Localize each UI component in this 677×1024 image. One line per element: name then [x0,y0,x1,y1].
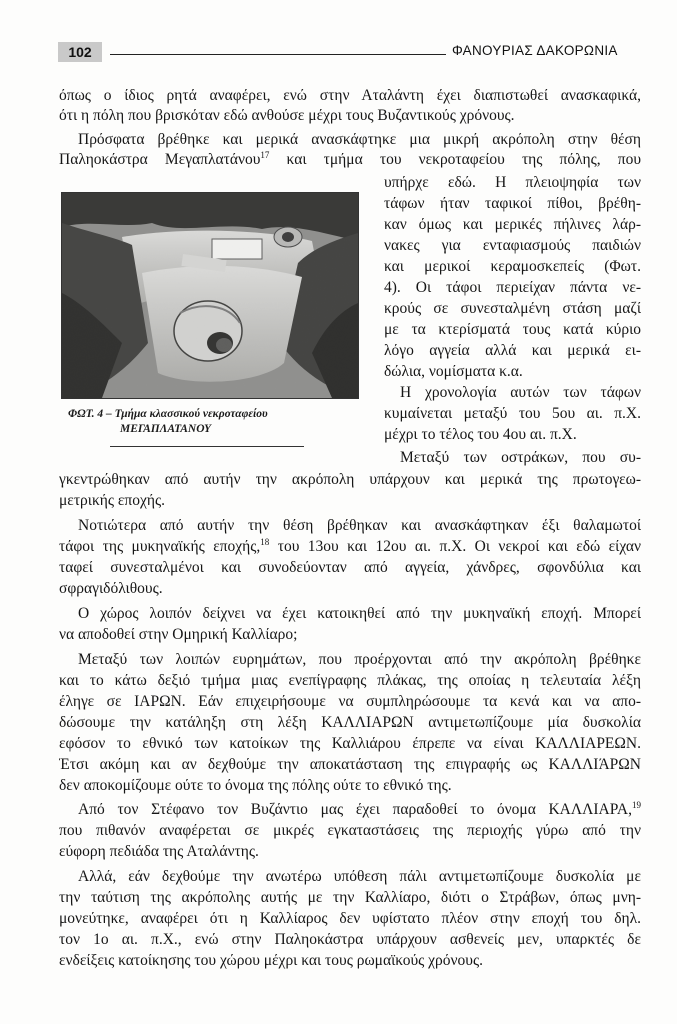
text-line: Μεταξύ των λοιπών ευρημάτων, που προέρχονται από την ακρόπολη βρέθηκε [78,651,641,668]
text-line: Έτσι ακόμη και αν δεχθούμε την αποκατάσταση της επιγραφής ως ΚΑΛΛΙΆΡΩΝ [59,756,641,773]
text-line: μέχρι το τέλος του 4ου αι. π.Χ. [384,426,577,443]
text-line: καν όμως και μερικές πήλινες λάρ- [384,216,641,233]
text-line: Πρόσφατα βρέθηκε και μερικά ανασκάφτηκε μια μικρή ακρόπολη στην θέση [78,131,641,148]
text-line [78,800,641,820]
text-line: δώλια, νομίσματα κ.α. [384,363,523,380]
text-line: όπως ο ίδιος ρητά αναφέρει, ενώ στην Αταλάντη έχει διαπιστωθεί ανασκαφικά, [59,87,641,104]
text-line: δώσουμε την κατάληξη στη λέξη ΚΑΛΛΙΑΡΩΝ αντιμετωπίζουμε μία δυσκολία [59,714,641,731]
text-line: γκεντρώθηκαν από αυτήν την ακρόπολη υπάρχουν και μερικά της πρωτογεω- [59,471,641,488]
text-line: έληγε σε ΙΑΡΩΝ. Εάν επιχειρήσουμε να συμπληρώσουμε τα κενά και να απο- [59,693,641,710]
text-line: υπήρχε εδώ. Η πλειοψηφία των [384,174,641,191]
page-number: 102 [58,42,102,62]
text-line [59,150,641,170]
text-line: λόγο αγγεία αλλά και μερικά ει- [384,342,641,359]
text-fragment: Παληοκάστρα Μεγαπλατάνου [59,151,261,168]
text-line: και μερικοί κεραμοσκεπείς (Φωτ. [384,258,641,275]
header-rule [110,54,446,55]
text-line: κυμαίνεται μεταξύ του 5ου αι. π.Χ. [384,405,641,422]
text-line: δεν αποκομίζουμε ούτε το όνομα της πόλης ούτε το εθνικό της. [59,777,452,794]
text-line: τάφων ήταν ταφικοί πίθοι, βρέθη- [384,195,641,212]
excavation-photo [61,192,359,399]
text-line: Αλλά, εάν δεχθούμε την ανωτέρω υπόθεση πάλι αντιμετωπίζουμε δυσκολία με [78,868,641,885]
text-line: ότι η πόλη που βρισκόταν εδώ ανθούσε μέχρι τους Βυζαντικούς χρόνους. [59,107,515,124]
text-line: με τα κτερίσματά τους κατά κύριο [384,321,641,338]
text-line: να αποδοθεί στην Ομηρική Καλλίαρο; [59,626,298,643]
caption-text: Τμήμα κλασσικού νεκροταφείου [114,408,268,420]
running-head: ΦΑΝΟΥΡΙΑΣ ΔΑΚΟΡΩΝΙΑ [452,43,618,58]
text-fragment: τάφοι της μυκηναϊκής εποχής, [59,538,261,555]
caption-line-1 [68,407,348,422]
text-line: Μεταξύ των οστράκων, που συ- [400,449,641,466]
text-line: σφραγιδόλιθους. [59,580,163,597]
text-line: κρούς σε συνεσταλμένη στάση μαζί [384,300,641,317]
caption-line-2: ΜΕΓΑΠΛΑΤΑΝΟΥ [120,423,211,435]
text-line: τον 1ο αι. π.Χ., ενώ στην Παληοκάστρα υπάρχουν ασθενείς μεν, υπαρκτές δε [59,931,641,948]
text-line: εφόσον το εθνικό των κατοίκων της Καλλιάρου έπρεπε να είναι ΚΑΛΛΙΑΡΕΩΝ. [59,735,641,752]
text-line: που πιθανόν αναφέρεται σε μικρές εγκαταστάσεις της περιοχής γύρω από την [59,822,641,839]
text-line: ταφεί συνεσταλμένοι και συνοδεύονταν από αγγεία, χάνδρες, σφονδύλια και [59,559,641,576]
footnote-ref-18: 18 [260,537,270,547]
footnote-ref-19: 19 [632,800,641,810]
caption-label: ΦΩΤ. 4 – [68,408,112,420]
text-line: νακες για ενταφιασμούς παιδιών [384,237,641,254]
text-fragment: και τμήμα του νεκροταφείου της πόλης, που [286,151,641,168]
text-line: Νοτιώτερα από αυτήν την θέση βρέθηκαν και ανασκάφτηκαν έξι θαλαμωτοί [78,517,641,534]
footnote-ref-17: 17 [260,150,270,160]
text-line: Η χρονολογία αυτών των τάφων [400,384,641,401]
excavation-photo-drawing [62,193,358,398]
text-line: μετρικής εποχής. [59,492,165,509]
text-line: εύφορη πεδιάδα της Αταλάντης. [59,843,259,860]
caption-rule [110,446,304,447]
text-line: 4). Οι τάφοι περιείχαν πάντα νε- [384,279,641,296]
text-fragment: Από τον Στέφανο τον Βυζάντιο μας έχει παραδοθεί το όνομα ΚΑΛΛΙΑΡΑ, [78,801,632,818]
figure-caption [68,407,348,437]
text-line: ενδείξεις κατοίκησης του χώρου μέχρι και τους ρωμαϊκούς χρόνους. [59,952,483,969]
text-fragment: του 13ου και 12ου αι. π.Χ. Οι νεκροί και εδώ είχαν [277,538,641,555]
text-line [59,537,641,557]
text-line: την ταύτιση της ακρόπολης αυτής με την Καλλίαρο, διότι ο Στράβων, όπως μνη- [59,889,641,906]
text-line: μονεύτηκε, αναφέρει ότι η Καλλίαρος δεν υφίστατο πλέον στην εποχή του δηλ. [59,910,641,927]
text-line: και το κάτω δεξιό τμήμα μιας ενεπίγραφης πλάκας, της οποίας η τελευταία λέξη [59,672,641,689]
text-line: Ο χώρος λοιπόν δείχνει να έχει κατοικηθεί από την μυκηναϊκή εποχή. Μπορεί [78,605,641,622]
